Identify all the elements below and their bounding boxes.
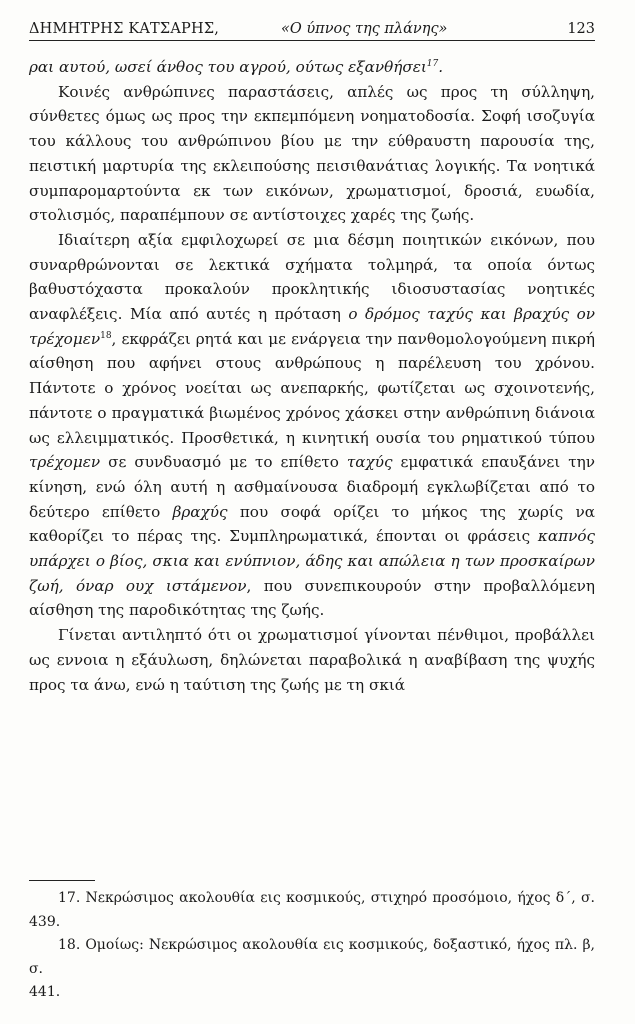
footnote-ref-17: 17 [426, 58, 439, 69]
text-run: Ιδιαίτερη αξία εμφιλοχωρεί σε μια δέσμη ποιητικών εικόνων, που συναρθρώνονται σε λεκτικά σχήματα τολμηρά, τα οποία όντως βαθυστόχαστα προκαλούν προκλητικής ιδιοσυστασίας νοητικές αναφλέξεις. Μία από αυτές η πρόταση [29, 230, 595, 324]
paragraph-continued [29, 55, 595, 80]
footnote-18: 18. Ομοίως: Νεκρώσιμος ακολουθία εις κοσμικούς, δοξαστικό, ήχος πλ. β, σ. [29, 937, 595, 977]
header-author: ΔΗΜΗΤΡΗΣ ΚΑΤΣΑΡΗΣ, [29, 21, 220, 37]
running-header [29, 18, 595, 41]
text-run: , εκφράζει ρητά και με ενάργεια την πανθομολογούμενη πικρή αίσθηση που αφήνει στους ανθρώπους η παρέλευση του χρόνου. Πάντοτε ο χρόνος νοείται ως ανεπαρκής, φωτίζεται ως σχοινοτενής, πάντοτε ο πραγματικά βιωμένος χρόνος χάσκει στην ανθρώπινη διάνοια ως ελλειμματικός. Προσθετικά, η κινητική ουσία του ρηματικού τύπου [29, 329, 595, 447]
italic-term: ταχύς [346, 453, 393, 472]
text-run: , που συνεπικουρούν στην προβαλλόμενη αίσθηση της παροδικότητας της ζωής. [29, 576, 595, 620]
footnote-18-continued: 441. [29, 984, 61, 1000]
paragraph-2 [29, 228, 595, 623]
paragraph-1: Κοινές ανθρώπινες παραστάσεις, απλές ως προς τη σύλληψη, σύνθετες όμως ως προς την εκπεμπόμενη νοηματοδοσία. Σοφή ισοζυγία του κάλλους του ανθρώπινου βίου με την εύθραυστη παρουσία της, πειστική μαρτυρία της εκλειπούσης πεισιθανάτιας λογικής. Τα νοητικά συμπαρομαρτούντα εκ των εικόνων, χρωματισμοί, δροσιά, ευωδία, στολισμός, παραπέμπουν σε αντίστοιχες χαρές της ζωής. [29, 82, 595, 225]
footnote-ref-18: 18 [100, 330, 112, 341]
footnote-separator [29, 880, 95, 881]
paragraph-3: Γίνεται αντιληπτό ότι οι χρωματισμοί γίνονται πένθιμοι, προβάλλει ως εννοια η εξάυλωση, δηλώνεται παραβολικά η αναβίβαση της ψυχής προς τα άνω, ενώ η ταύτιση της ζωής με τη σκιά [29, 626, 595, 694]
page-number: 123 [567, 21, 595, 37]
footnotes [29, 887, 595, 1005]
text-run: που σοφά ορίζει το μήκος της χωρίς να καθορίζει το πέρας της. Συμπληρωματικά, έπονται οι φράσεις [29, 502, 596, 546]
main-text [29, 55, 595, 697]
header-title: «Ο ύπνος της πλάνης» [281, 21, 448, 37]
italic-term: τρέχομεν [29, 453, 101, 472]
quote-tail: . [438, 58, 444, 76]
italic-term: βραχύς [172, 502, 228, 521]
text-run: σε συνδυασμό με το επίθετο [100, 453, 347, 472]
text-run: εμφατικά επαυξάνει την κίνηση, ενώ όλη αυτή η ασθμαίνουσα διαδρομή εγκλωβίζεται από το δεύτερο επίθετο [29, 453, 595, 521]
footnote-17: 17. Νεκρώσιμος ακολουθία εις κοσμικούς, στιχηρό προσόμοιο, ήχος δ΄, σ. 439. [29, 890, 595, 930]
italic-quote: ο δρόμος ταχύς και βραχύς ον τρέχομεν [29, 305, 595, 348]
quote-text: ραι αυτού, ωσεί άνθος του αγρού, ούτως εξανθήσει [29, 58, 427, 76]
italic-quote: καπνός υπάρχει ο βίος, σκια και ενύπνιον, άδης και απώλεια η των προσκαίρων ζωή, όναρ ουχ ιστάμενον [29, 527, 595, 595]
